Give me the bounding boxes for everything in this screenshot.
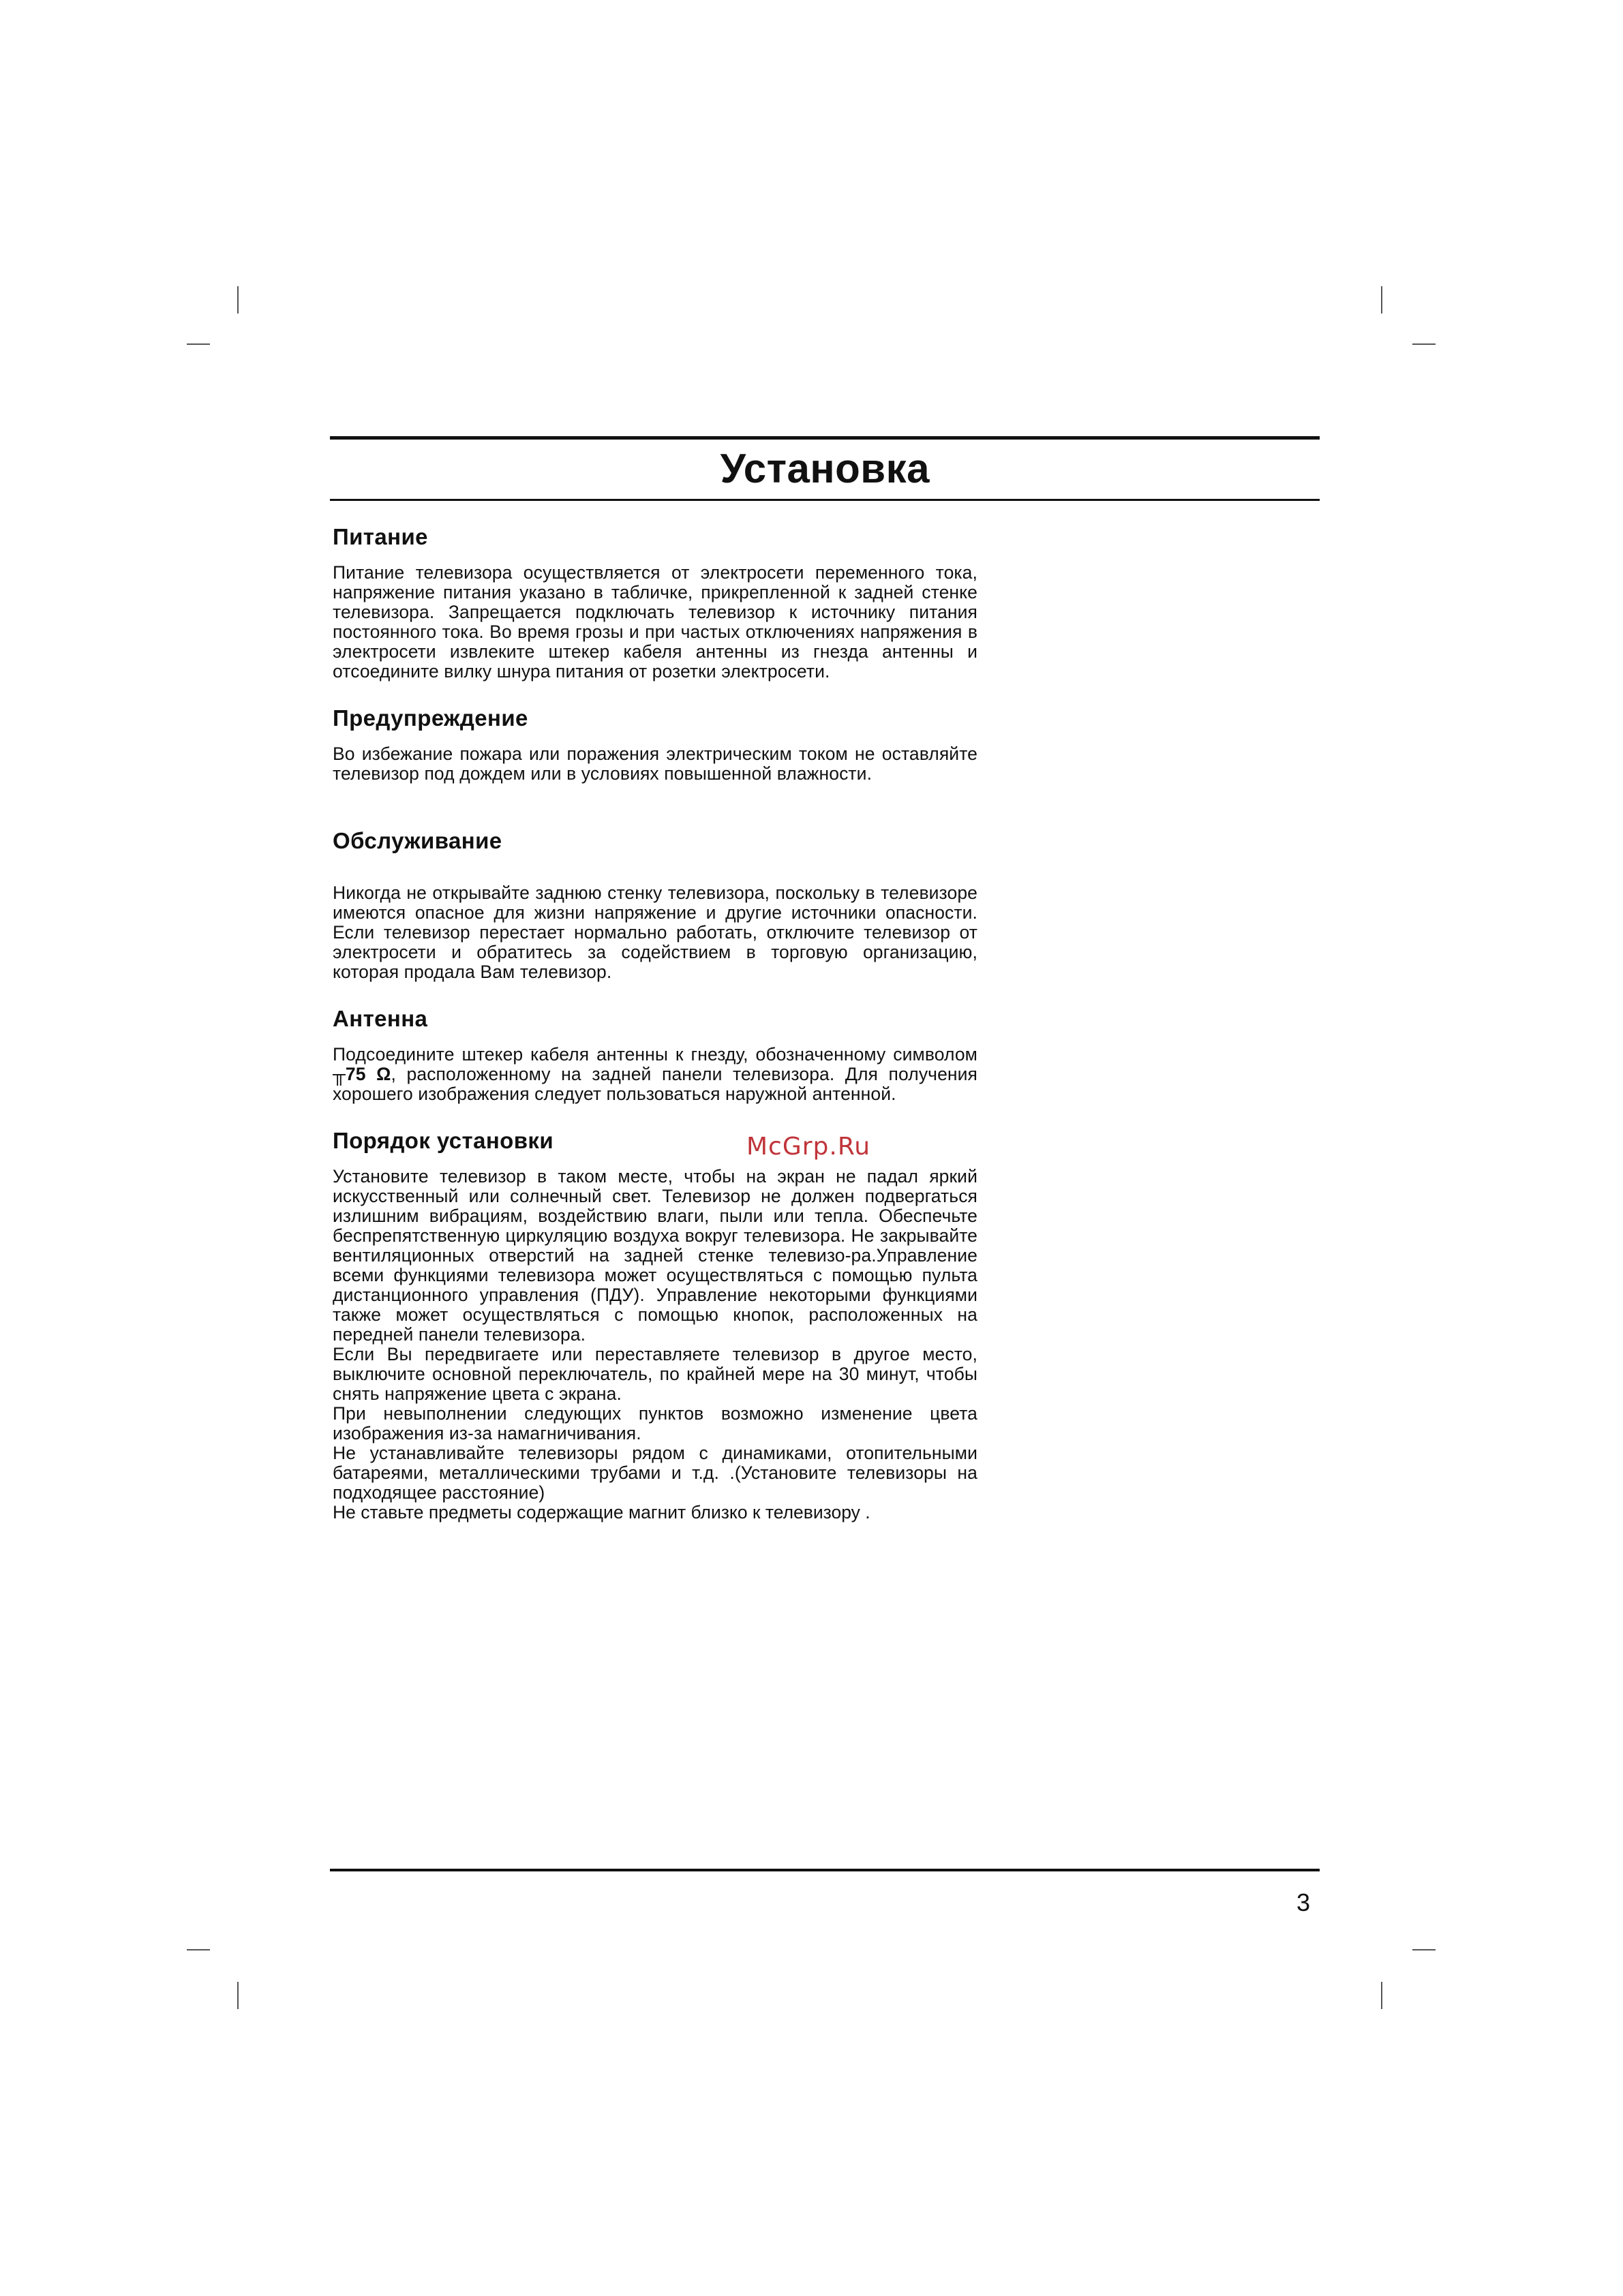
section-text-install-1: Установите телевизор в таком месте, чтобы на экран не падал яркий искусственный или солнечный свет. Телевизор не должен подвергаться излишним вибрациям, воздействию влаги, пыли или тепла. Обеспечьте беспрепятственную циркуляцию воздуха вокруг телевизора. Не закрывайте вентиляционных отверстий на задней стенке телевизо-ра.Управление всеми функциями телевизора может осуществляться с помощью пульта дистанционного управления (ПДУ). Управление некоторыми функциями также может осуществляться с помощью кнопок, расположенных на передней панели телевизора. — [333, 1166, 977, 1345]
crop-mark — [237, 1982, 239, 2009]
crop-mark — [1381, 286, 1382, 313]
section-heading-install: Порядок установки — [333, 1128, 554, 1153]
section-warning — [333, 705, 977, 784]
section-service — [333, 827, 977, 982]
crop-mark — [1381, 1982, 1382, 2009]
watermark: McGrp.Ru — [746, 1133, 871, 1161]
crop-mark — [187, 343, 210, 345]
crop-mark — [1412, 343, 1436, 345]
antenna-text-before: Подсоедините штекер кабеля антенны к гнезду, обозначенному символом — [333, 1044, 977, 1065]
antenna-text-after: , расположенному на задней панели телевизора. Для получения хорошего изображения следует пользоваться наружной антенной. — [333, 1064, 977, 1104]
section-heading-antenna: Антенна — [333, 1006, 428, 1031]
section-text-install-2: Если Вы передвигаете или переставляете телевизор в другое место, выключите основной переключатель, по крайней мере на 30 минут, чтобы снять напряжение цвета с экрана. — [333, 1344, 977, 1404]
section-heading-service: Обслуживание — [333, 828, 502, 853]
title-bottom-rule — [330, 499, 1320, 501]
page-title: Установка — [720, 446, 930, 491]
section-power — [333, 523, 977, 682]
section-text-install-3: При невыполнении следующих пунктов возможно изменение цвета изображения из-за намагничивания. — [333, 1403, 977, 1443]
page-number: 3 — [1296, 1888, 1311, 1916]
section-install — [333, 1127, 977, 1522]
section-text-warning: Во избежание пожара или поражения электрическим током не оставляйте телевизор под дождем или в условиях повышенной влажности. — [333, 744, 977, 784]
antenna-symbol: 75 Ω — [345, 1064, 391, 1084]
section-text-power: Питание телевизора осуществляется от электросети переменного тока, напряжение питания указано в табличке, прикрепленной к задней стенке телевизора. Запрещается подключать телевизор к источнику питания постоянного тока. Во время грозы и при частых отключениях напряжения в электросети извлеките штекер кабеля антенны из гнезда антенны и отсоедините вилку шнура питания от розетки электросети. — [333, 562, 977, 682]
section-text-install-4: Не устанавливайте телевизоры рядом с динамиками, отопительными батареями, металлическими трубами и т.д. .(Установите телевизоры на подходящее расстояние) — [333, 1443, 977, 1503]
section-text-antenna — [333, 1045, 977, 1104]
section-heading-power: Питание — [333, 524, 428, 549]
section-text-install-5: Не ставьте предметы содержащие магнит близко к телевизору . — [333, 1502, 870, 1522]
footer-rule — [330, 1869, 1320, 1871]
title-top-rule — [330, 436, 1320, 440]
section-text-service: Никогда не открывайте заднюю стенку телевизора, поскольку в телевизоре имеются опасное для жизни напряжение и другие источники опасности. Если телевизор перестает нормально работать, отключите телевизор от электросети и обратитесь за содействием в торговую организацию, которая продала Вам телевизор. — [333, 883, 977, 982]
crop-mark — [1412, 1949, 1436, 1950]
section-heading-warning: Предупреждение — [333, 705, 528, 731]
section-antenna — [333, 1005, 977, 1104]
crop-mark — [237, 286, 239, 313]
page-content — [333, 523, 977, 1522]
crop-mark — [187, 1949, 210, 1950]
aerial-socket-icon: ╥ — [333, 1064, 346, 1084]
